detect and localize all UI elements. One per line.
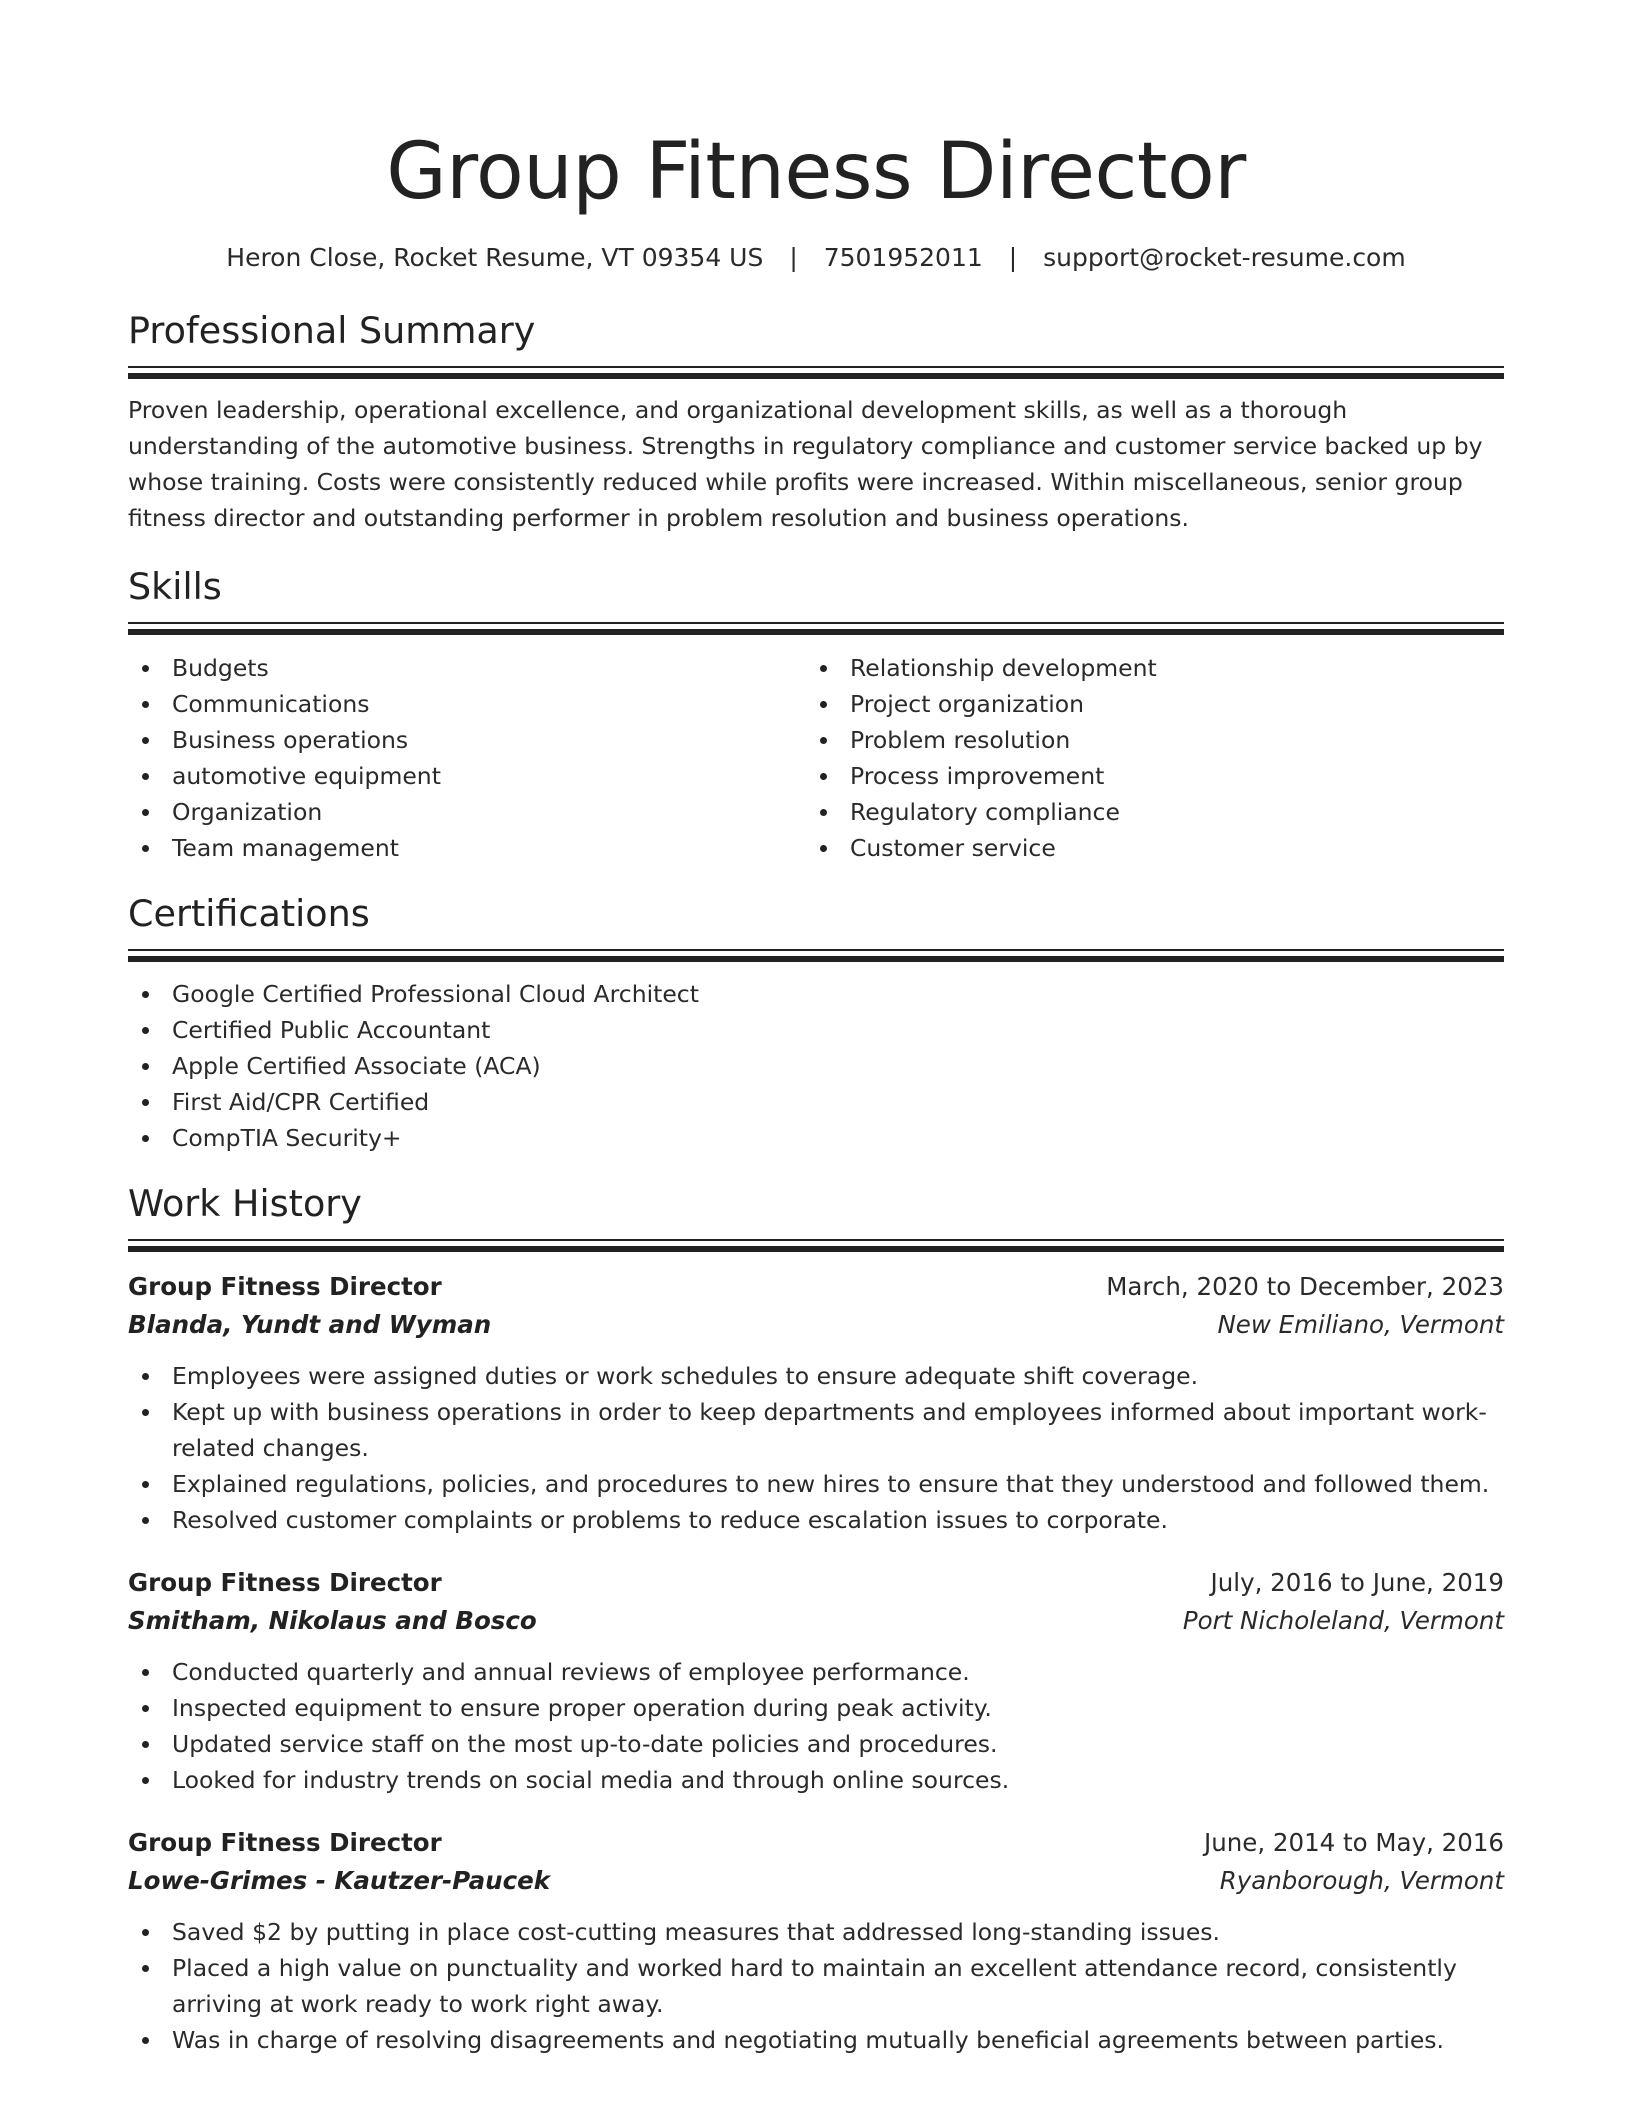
job-location: Ryanborough, Vermont xyxy=(1219,1866,1504,1895)
skill-item: Business operations xyxy=(128,722,806,758)
contact-address: Heron Close, Rocket Resume, VT 09354 US xyxy=(226,243,764,272)
job-bullet: Conducted quarterly and annual reviews of employee performance. xyxy=(128,1654,1504,1690)
job-bullet: Saved $2 by putting in place cost-cutting measures that addressed long-standing issues. xyxy=(128,1914,1504,1950)
job-bullet: Resolved customer complaints or problems to reduce escalation issues to corporate. xyxy=(128,1502,1504,1538)
skill-item: Relationship development xyxy=(806,650,1484,686)
skill-item: Organization xyxy=(128,794,806,830)
job-location: Port Nicholeland, Vermont xyxy=(1182,1606,1504,1635)
certifications-list xyxy=(128,976,1504,1156)
job-bullets xyxy=(128,1358,1504,1538)
skill-item: Communications xyxy=(128,686,806,722)
job-bullets xyxy=(128,1654,1504,1798)
job-bullets xyxy=(128,1914,1504,2058)
job-bullet: Kept up with business operations in order to keep departments and employees informed about important work-related changes. xyxy=(128,1394,1504,1466)
contact-separator: | xyxy=(789,243,798,272)
job-company-row xyxy=(128,1306,1504,1344)
skills-section xyxy=(128,564,1504,866)
summary-section xyxy=(128,308,1504,536)
skills-heading: Skills xyxy=(128,565,222,608)
job-bullet: Was in charge of resolving disagreements and negotiating mutually beneficial agreements between parties. xyxy=(128,2022,1504,2058)
job-location: New Emiliano, Vermont xyxy=(1217,1310,1504,1339)
job-bullet: Inspected equipment to ensure proper operation during peak activity. xyxy=(128,1690,1504,1726)
skills-list-left xyxy=(128,650,806,866)
certification-item: First Aid/CPR Certified xyxy=(128,1084,1504,1120)
certifications-heading: Certifications xyxy=(128,892,370,935)
job-title: Group Fitness Director xyxy=(128,1272,442,1301)
contact-line xyxy=(128,242,1504,274)
skill-item: Process improvement xyxy=(806,758,1484,794)
job-entry xyxy=(128,1564,1504,1798)
job-dates: March, 2020 to December, 2023 xyxy=(1106,1272,1504,1301)
summary-heading: Professional Summary xyxy=(128,309,536,352)
job-title: Group Fitness Director xyxy=(128,1568,442,1597)
job-company-row xyxy=(128,1602,1504,1640)
job-dates: July, 2016 to June, 2019 xyxy=(1210,1568,1504,1597)
skills-columns xyxy=(128,650,1504,866)
section-divider xyxy=(128,366,1504,379)
resume-name: Group Fitness Director xyxy=(386,127,1246,217)
job-header-row xyxy=(128,1824,1504,1862)
resume-page xyxy=(128,0,1504,2058)
skill-item: Team management xyxy=(128,830,806,866)
job-dates: June, 2014 to May, 2016 xyxy=(1203,1828,1504,1857)
job-entry xyxy=(128,1824,1504,2058)
job-company: Lowe-Grimes - Kautzer-Paucek xyxy=(128,1866,551,1895)
job-entry xyxy=(128,1268,1504,1538)
work-history-section xyxy=(128,1181,1504,2058)
job-bullet: Explained regulations, policies, and procedures to new hires to ensure that they understood and followed them. xyxy=(128,1466,1504,1502)
job-bullet: Looked for industry trends on social media and through online sources. xyxy=(128,1762,1504,1798)
job-company: Smitham, Nikolaus and Bosco xyxy=(128,1606,537,1635)
contact-phone: 7501952011 xyxy=(823,243,983,272)
skill-item: automotive equipment xyxy=(128,758,806,794)
job-company-row xyxy=(128,1862,1504,1900)
skill-item: Problem resolution xyxy=(806,722,1484,758)
job-header-row xyxy=(128,1268,1504,1306)
skill-item: Project organization xyxy=(806,686,1484,722)
job-bullet: Employees were assigned duties or work schedules to ensure adequate shift coverage. xyxy=(128,1358,1504,1394)
section-divider xyxy=(128,1239,1504,1252)
certification-item: Certified Public Accountant xyxy=(128,1012,1504,1048)
work-history-heading: Work History xyxy=(128,1182,362,1225)
job-company: Blanda, Yundt and Wyman xyxy=(128,1310,492,1339)
skill-item: Budgets xyxy=(128,650,806,686)
skill-item: Customer service xyxy=(806,830,1484,866)
job-bullet: Updated service staff on the most up-to-date policies and procedures. xyxy=(128,1726,1504,1762)
skill-item: Regulatory compliance xyxy=(806,794,1484,830)
summary-text: Proven leadership, operational excellence, and organizational development skills, as well as a thorough understanding of the automotive business. Strengths in regulatory compliance and customer service backed up by whose training. Costs were consistently reduced while profits were increased. Within miscellaneous, senior group fitness director and outstanding performer in problem resolution and business operations. xyxy=(128,396,1483,532)
job-bullet: Placed a high value on punctuality and worked hard to maintain an excellent attendance record, consistently arriving at work ready to work right away. xyxy=(128,1950,1504,2022)
certification-item: Google Certified Professional Cloud Architect xyxy=(128,976,1504,1012)
job-header-row xyxy=(128,1564,1504,1602)
certification-item: Apple Certified Associate (ACA) xyxy=(128,1048,1504,1084)
job-title: Group Fitness Director xyxy=(128,1828,442,1857)
section-divider xyxy=(128,622,1504,635)
certifications-section xyxy=(128,891,1504,1156)
section-divider xyxy=(128,949,1504,962)
certification-item: CompTIA Security+ xyxy=(128,1120,1504,1156)
skills-list-right xyxy=(806,650,1484,866)
contact-email: support@rocket-resume.com xyxy=(1043,243,1406,272)
contact-separator: | xyxy=(1008,243,1018,272)
